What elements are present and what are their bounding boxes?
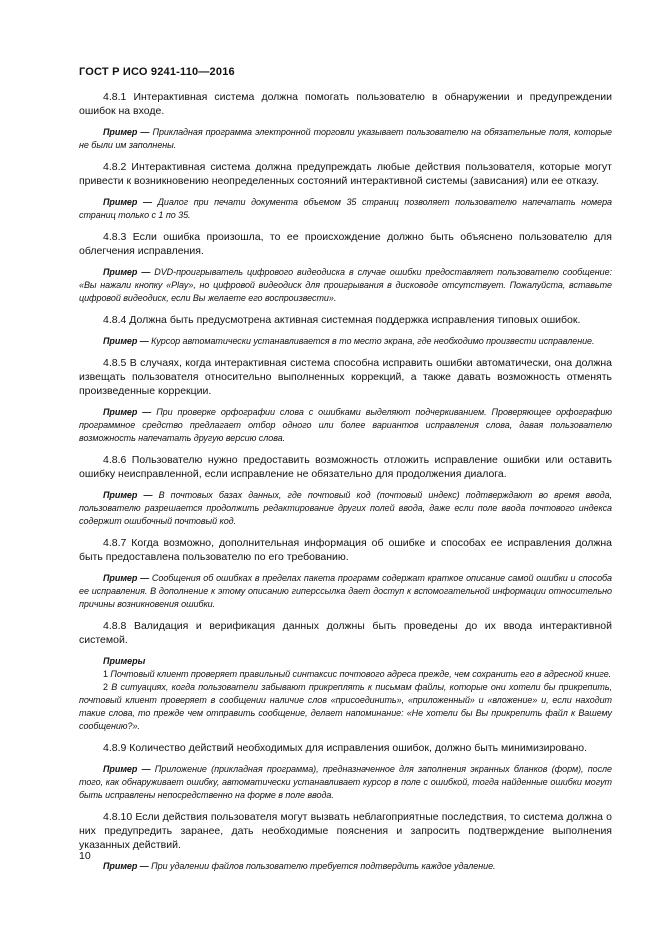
clause-paragraph: 4.8.8 Валидация и верификация данных должны быть проведены до их ввода интерактивной системой. xyxy=(79,620,612,646)
example-note xyxy=(79,335,612,348)
clause-paragraph: 4.8.5 В случаях, когда интерактивная система способна исправить ошибки автоматически, она должна извещать пользователя относительно выполненных коррекций, а также давать возможность отменять произведенные коррекции. xyxy=(79,357,612,397)
example-number: 1 xyxy=(103,669,108,679)
examples-list xyxy=(79,668,612,733)
example-lead: Пример — xyxy=(103,336,149,346)
clause-paragraph: 4.8.3 Если ошибка произошла, то ее происхождение должно быть объяснено пользователю для облегчения исправления. xyxy=(79,231,612,257)
example-lead: Пример — xyxy=(103,127,150,137)
example-lead: Пример — xyxy=(103,861,149,871)
section-4-8-part-1 xyxy=(79,90,612,647)
example-note xyxy=(79,406,612,445)
example-lead: Пример — xyxy=(103,573,150,583)
example-text: При проверке орфографии слова с ошибками выделяют подчеркиванием. Проверяющее орфографию программное средство предлагает отбор одного или более вариантов исправления слова, давая пользователю возможность напечатать другую версию слова. xyxy=(79,407,612,443)
example-text: Сообщения об ошибках в пределах пакета программ содержат краткое описание самой ошибки и способа ее исправления. В дополнение к этому описанию гиперссылка дает доступ к вспомогательной информации относительно причины возникновения ошибки. xyxy=(79,573,613,609)
example-text: Прикладная программа электронной торговли указывает пользователю на обязательные поля, которые не были им заполнены. xyxy=(79,127,613,150)
example-note xyxy=(79,763,612,802)
example-note xyxy=(79,196,612,222)
example-note xyxy=(79,860,612,873)
example-lead: Пример — xyxy=(103,197,152,207)
example-note xyxy=(79,489,612,528)
example-lead: Пример — xyxy=(103,407,152,417)
clause-paragraph: 4.8.2 Интерактивная система должна предупреждать любые действия пользователя, которые могут привести к возникновению неопределенных состояний интерактивной системы (зависания) или ее отказу. xyxy=(79,161,612,187)
example-item xyxy=(79,681,612,733)
example-item-text: Почтовый клиент проверяет правильный синтаксис почтового адреса прежде, чем сохранить его в адресной книге. xyxy=(110,669,612,679)
example-note xyxy=(79,572,612,611)
example-item-text: В ситуациях, когда пользователи забывают прикреплять к письмам файлы, которые они хотели бы прикрепить, почтовый клиент проверяет в сообщении наличие слов «присоединить», «приложенный» и «вложение» и, если находит такие слова, то прежде чем отправить сообщение, делает напоминание: «Не хотели бы Вы прикрепить файл к Вашему сообщению?». xyxy=(79,682,612,731)
example-item xyxy=(79,668,612,681)
example-text: DVD-проигрыватель цифрового видеодиска в случае ошибки предоставляет пользователю сообщение: «Вы нажали кнопку «Play», но цифровой видеодиск для проигрывания в дисководе отсутствует. Пожалуйста, вставьте цифровой видеодиск, если Вы желаете его воспроизвести». xyxy=(79,267,612,303)
section-4-8-part-2 xyxy=(79,741,612,873)
example-note xyxy=(79,266,612,305)
example-text: В почтовых базах данных, где почтовый код (почтовый индекс) подтверждают во время ввода, пользователю разрешается продолжить редактирование других полей ввода, даже если поле ввода почтового индекса содержит ошибочный почтовый код. xyxy=(79,490,613,526)
clause-paragraph: 4.8.10 Если действия пользователя могут вызвать неблагоприятные последствия, то система должна о них предупредить заранее, дать необходимые пояснения и запросить подтверждение выполнения указанных действий. xyxy=(79,811,612,851)
document-body xyxy=(79,90,612,881)
examples-block xyxy=(79,655,612,733)
example-text: Диалог при печати документа объемом 35 страниц позволяет пользователю напечатать номера страниц только с 1 по 35. xyxy=(79,197,613,220)
example-text: Курсор автоматически устанавливается в то место экрана, где необходимо произвести исправление. xyxy=(148,336,595,346)
example-lead: Пример — xyxy=(103,490,153,500)
example-text: При удалении файлов пользователю требуется подтвердить каждое удаление. xyxy=(148,861,496,871)
clause-paragraph: 4.8.4 Должна быть предусмотрена активная системная поддержка исправления типовых ошибок. xyxy=(103,314,581,326)
page-number: 10 xyxy=(79,850,91,862)
clause-paragraph: 4.8.7 Когда возможно, дополнительная информация об ошибке и способах ее исправления должна быть предоставлена пользователю по его требованию. xyxy=(79,537,612,563)
example-note xyxy=(79,126,612,152)
clause-paragraph: 4.8.1 Интерактивная система должна помогать пользователю в обнаружении и предупреждении ошибок на входе. xyxy=(79,91,612,117)
clause-paragraph: 4.8.6 Пользователю нужно предоставить возможность отложить исправление ошибки или оставить ошибку неисправленной, если исправление не обязательно для продолжения диалога. xyxy=(79,454,612,480)
examples-title: Примеры xyxy=(103,656,146,666)
example-lead: Пример — xyxy=(103,267,151,277)
clause-paragraph: 4.8.9 Количество действий необходимых для исправления ошибок, должно быть минимизировано. xyxy=(103,742,588,754)
example-lead: Пример — xyxy=(103,764,151,774)
example-number: 2 xyxy=(103,682,108,692)
example-text: Приложение (прикладная программа), предназначенное для заполнения экранных бланков (форм), после того, как обнаруживает ошибку, автоматически устанавливает курсор в поле с ошибкой, тогда найденные ошибки могут быть исправлены непосредственно на форме в поле ввода. xyxy=(79,764,613,800)
document-header: ГОСТ Р ИСО 9241-110—2016 xyxy=(79,66,235,78)
